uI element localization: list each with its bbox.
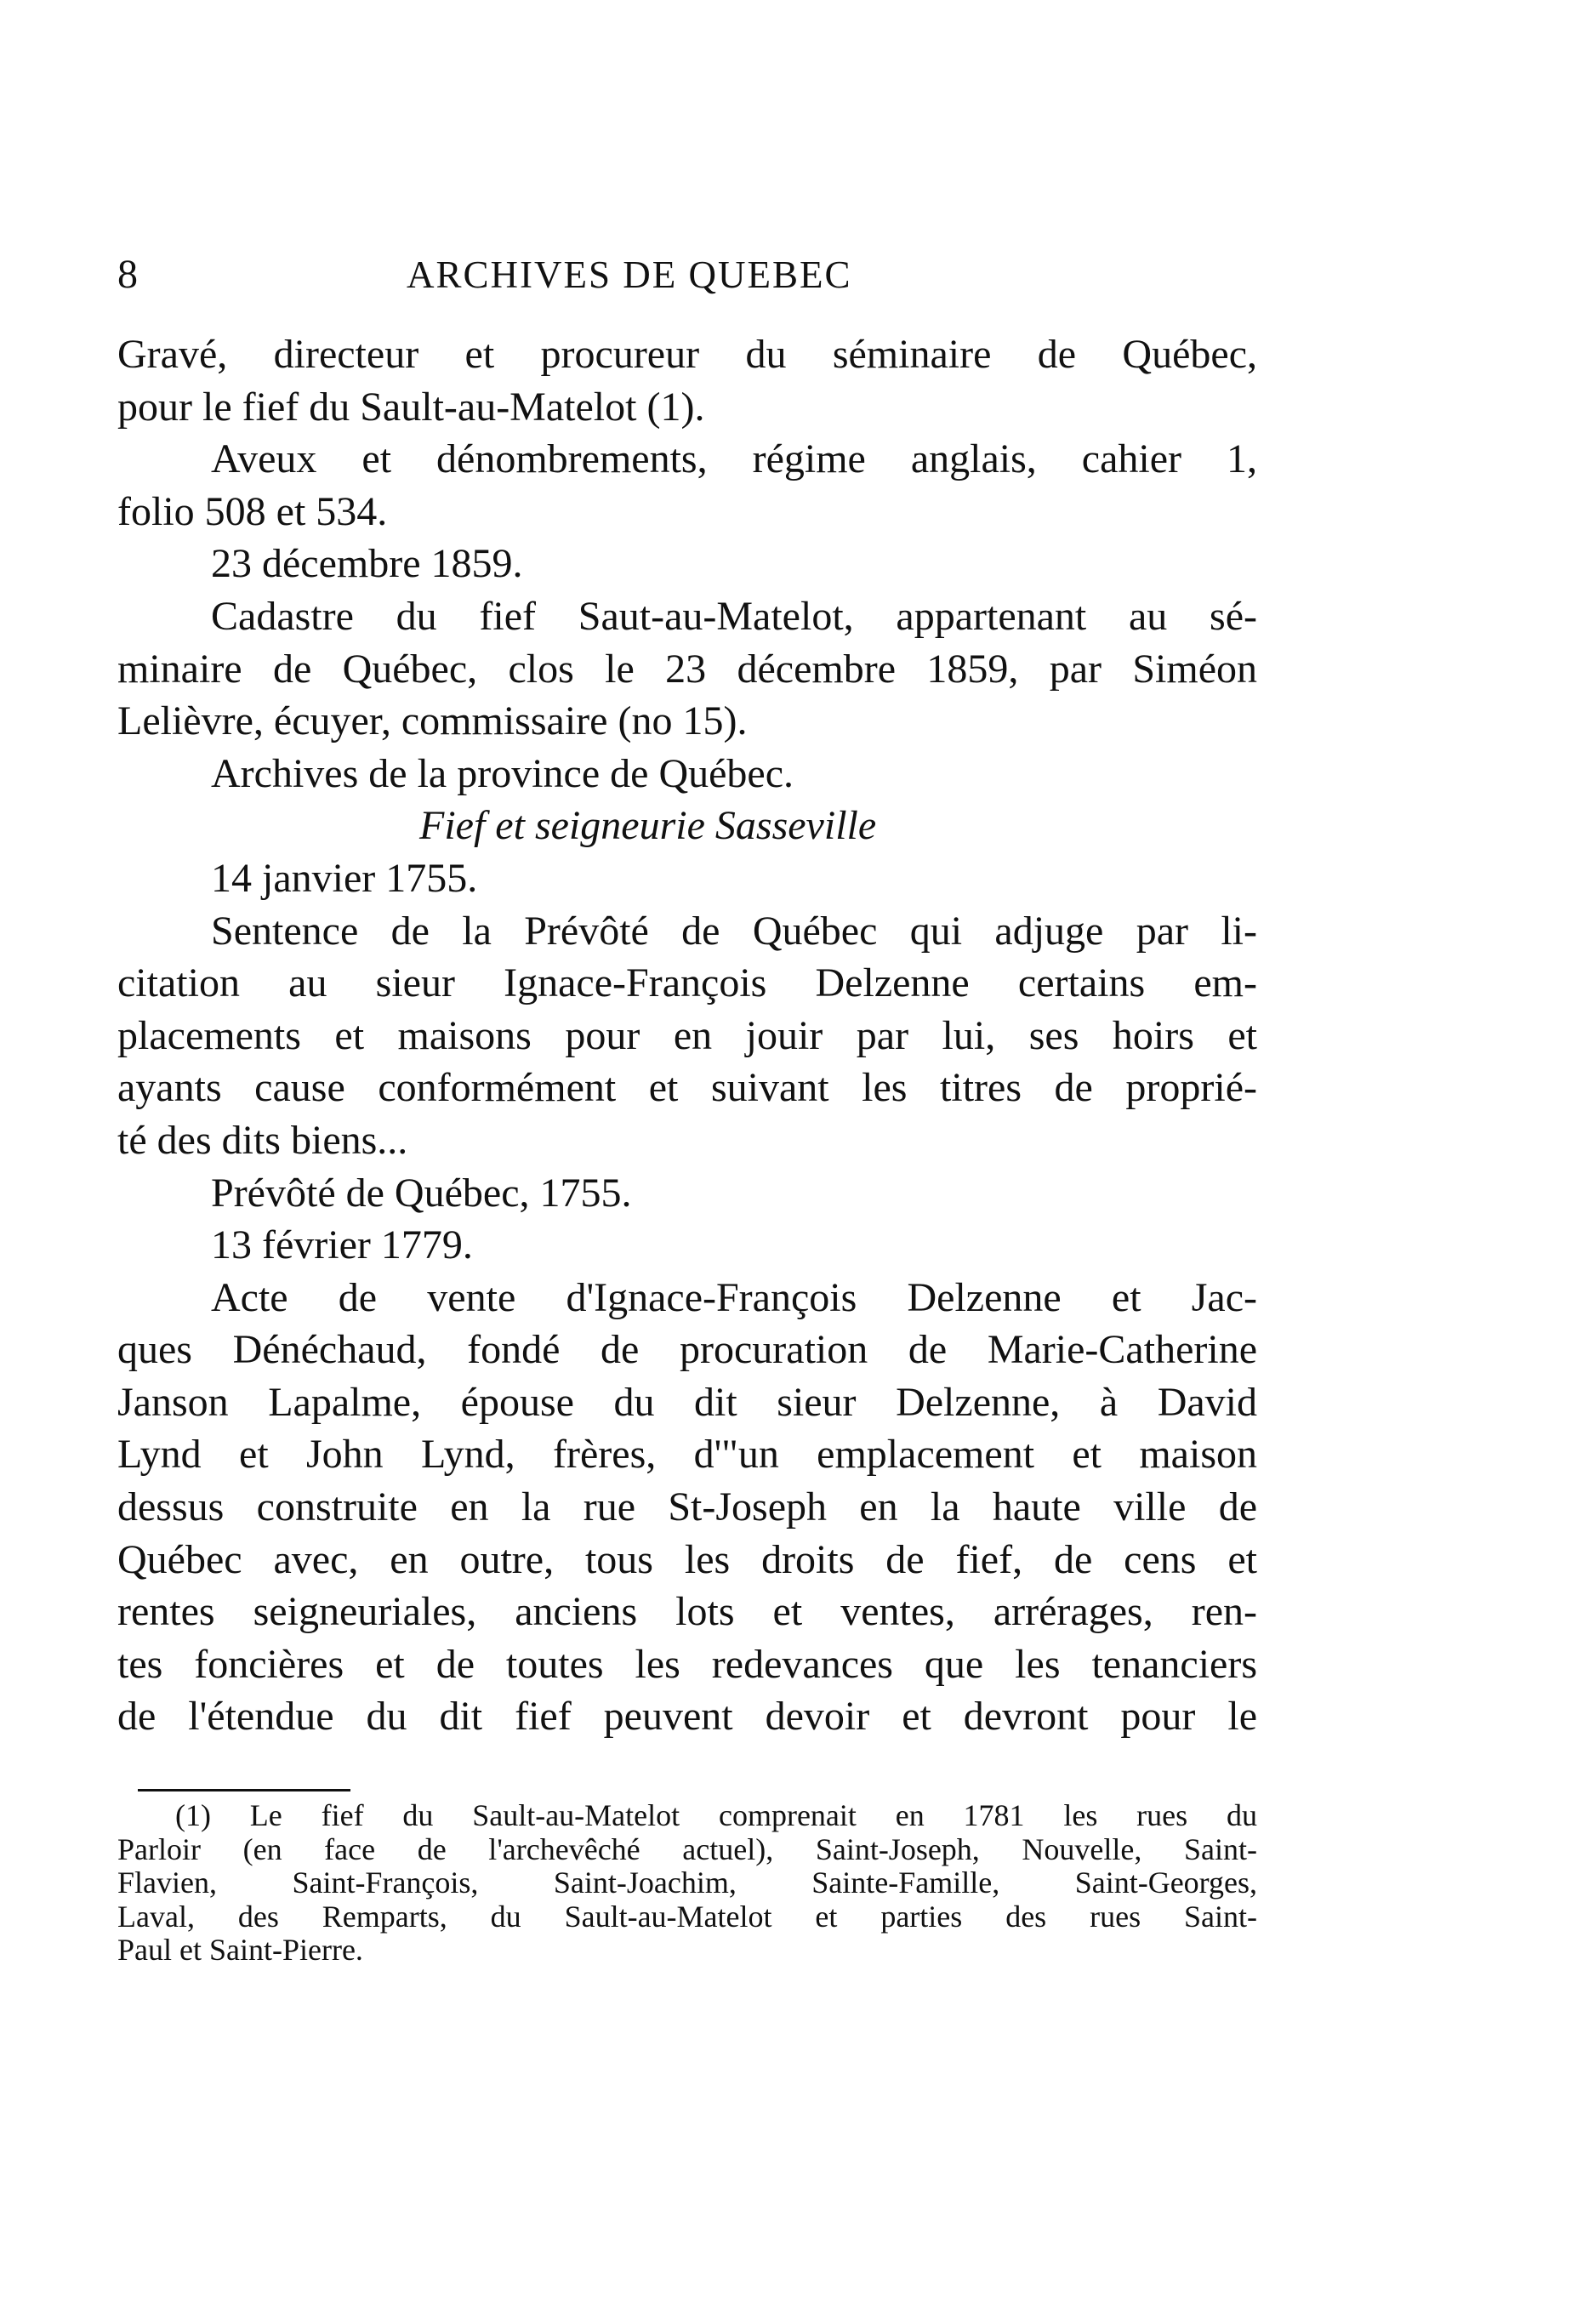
text-line: Cadastre du fief Saut-au-Matelot, appartenant au sé- xyxy=(211,593,1257,639)
text-line: Lelièvre, écuyer, commissaire (no 15). xyxy=(117,698,748,744)
section-heading: Fief et seigneurie Sasseville xyxy=(419,803,877,849)
text-line: rentes seigneuriales, anciens lots et ventes, arrérages, ren- xyxy=(117,1589,1257,1635)
text-line: Prévôté de Québec, 1755. xyxy=(211,1170,632,1216)
text-line: 13 février 1779. xyxy=(211,1222,473,1268)
footnote-line: Laval, des Remparts, du Sault-au-Matelot et parties des rues Saint- xyxy=(117,1899,1257,1934)
page-header xyxy=(117,245,1257,305)
text-line: de l'étendue du dit fief peuvent devoir et devront pour le xyxy=(117,1694,1257,1740)
text-line: Sentence de la Prévôté de Québec qui adjuge par li- xyxy=(211,908,1257,954)
text-line: Acte de vente d'Ignace-François Delzenne et Jac- xyxy=(211,1274,1257,1320)
text-line: placements et maisons pour en jouir par lui, ses hoirs et xyxy=(117,1012,1257,1058)
running-title: ARCHIVES DE QUEBEC xyxy=(407,253,852,296)
text-line: ques Dénéchaud, fondé de procuration de Marie-Catherine xyxy=(117,1327,1257,1373)
text-line: Québec avec, en outre, tous les droits de fief, de cens et xyxy=(117,1536,1257,1582)
text-line: ayants cause conformément et suivant les titres de proprié- xyxy=(117,1065,1257,1111)
text-line: Gravé, directeur et procureur du séminaire de Québec, xyxy=(117,332,1257,377)
page-number: 8 xyxy=(117,252,138,297)
footnote-line: Flavien, Saint-François, Saint-Joachim, Sainte-Famille, Saint-Georges, xyxy=(117,1865,1257,1900)
body-text xyxy=(117,328,1257,1743)
text-line: tes foncières et de toutes les redevances que les tenanciers xyxy=(117,1641,1257,1687)
text-line: folio 508 et 534. xyxy=(117,488,388,534)
text-line: té des dits biens... xyxy=(117,1117,408,1163)
text-line: 23 décembre 1859. xyxy=(211,541,523,587)
text-line: minaire de Québec, clos le 23 décembre 1859, par Siméon xyxy=(117,646,1257,692)
text-line: Aveux et dénombrements, régime anglais, cahier 1, xyxy=(211,436,1257,482)
footnote-line: Paul et Saint-Pierre. xyxy=(117,1933,363,1967)
footnote-line: Parloir (en face de l'archevêché actuel), Saint-Joseph, Nouvelle, Saint- xyxy=(117,1831,1257,1866)
text-line: Lynd et John Lynd, frères, d'"un emplacement et maison xyxy=(117,1432,1257,1478)
footnote-divider xyxy=(138,1789,350,1791)
text-line: Janson Lapalme, épouse du dit sieur Delzenne, à David xyxy=(117,1379,1257,1425)
text-line: pour le fief du Sault-au-Matelot (1). xyxy=(117,384,705,430)
text-line: Archives de la province de Québec. xyxy=(211,750,794,796)
footnotes xyxy=(117,1799,1257,1968)
text-line: 14 janvier 1755. xyxy=(211,855,478,901)
text-line: dessus construite en la rue St-Joseph en la haute ville de xyxy=(117,1484,1257,1530)
footnote-line: (1) Le fief du Sault-au-Matelot comprenait en 1781 les rues du xyxy=(175,1798,1257,1832)
text-line: citation au sieur Ignace-François Delzenne certains em- xyxy=(117,960,1257,1006)
